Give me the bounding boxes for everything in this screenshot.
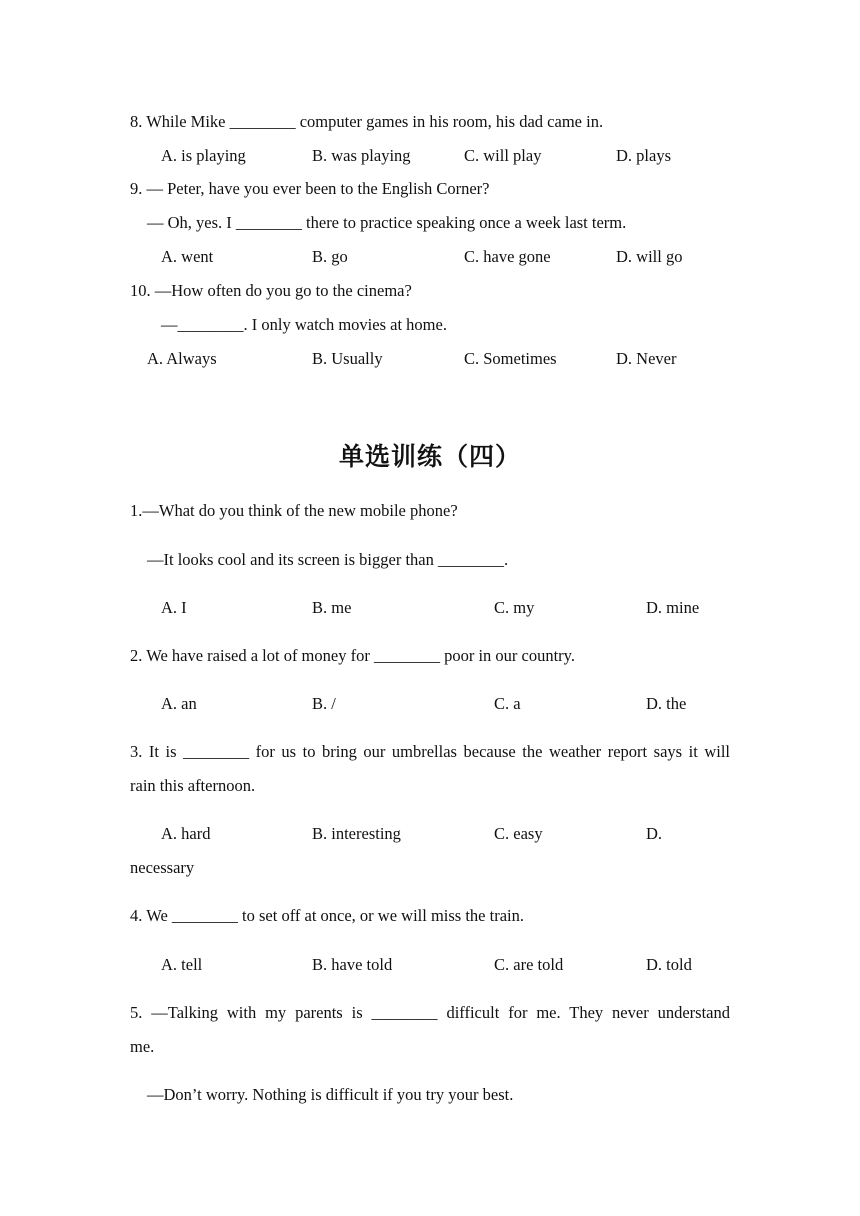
q9-option-d: D. will go	[616, 247, 683, 266]
q10-option-c: C. Sometimes	[464, 349, 557, 368]
p4-q1-option-b: B. me	[312, 598, 352, 617]
question-8-stem: 8. While Mike ________ computer games in his room, his dad came in.	[130, 112, 604, 131]
q9-option-a: A. went	[161, 247, 214, 266]
question-10-reply: —________. I only watch movies at home.	[161, 315, 447, 334]
p4-question-3-stem-line1: 3. It is ________ for us to bring our umbrellas because the weather report says it will	[130, 742, 730, 761]
p4-q1-option-d: D. mine	[646, 598, 700, 617]
q8-option-d: D. plays	[616, 146, 671, 165]
p4-q2-option-d: D. the	[646, 694, 687, 713]
p4-q4-option-a: A. tell	[161, 955, 203, 974]
question-9-stem: 9. — Peter, have you ever been to the English Corner?	[130, 179, 490, 198]
p4-q4-option-b: B. have told	[312, 955, 393, 974]
p4-q2-option-b: B. /	[312, 694, 336, 713]
p4-question-5-stem-line1: 5. —Talking with my parents is ________ difficult for me. They never understand	[130, 1003, 730, 1022]
p4-question-2-stem: 2. We have raised a lot of money for ________ poor in our country.	[130, 646, 575, 665]
p4-q3-option-b: B. interesting	[312, 824, 401, 843]
p4-question-5-reply: —Don’t worry. Nothing is difficult if you try your best.	[147, 1085, 514, 1104]
p4-q4-option-c: C. are told	[494, 955, 564, 974]
p4-q1-option-c: C. my	[494, 598, 535, 617]
question-9-reply: — Oh, yes. I ________ there to practice speaking once a week last term.	[147, 213, 627, 232]
p4-question-5-stem-line2: me.	[130, 1037, 155, 1056]
q8-option-c: C. will play	[464, 146, 542, 165]
question-10-stem: 10. —How often do you go to the cinema?	[130, 281, 412, 300]
q9-option-b: B. go	[312, 247, 348, 266]
q8-option-b: B. was playing	[312, 146, 411, 165]
q10-option-b: B. Usually	[312, 349, 383, 368]
p4-q3-option-c: C. easy	[494, 824, 543, 843]
p4-question-1-reply: —It looks cool and its screen is bigger than ________.	[147, 550, 509, 569]
q8-option-a: A. is playing	[161, 146, 246, 165]
p4-q2-option-a: A. an	[161, 694, 197, 713]
section-title: 单选训练（四）	[338, 442, 521, 471]
p4-q3-option-a: A. hard	[161, 824, 211, 843]
q9-option-c: C. have gone	[464, 247, 551, 266]
p4-question-4-stem: 4. We ________ to set off at once, or we will miss the train.	[130, 906, 524, 925]
q10-option-a: A. Always	[147, 349, 217, 368]
p4-q2-option-c: C. a	[494, 694, 521, 713]
p4-q3-option-d-wrap: necessary	[130, 858, 195, 877]
p4-question-3-stem-line2: rain this afternoon.	[130, 776, 256, 795]
p4-q4-option-d: D. told	[646, 955, 692, 974]
p4-question-1-stem: 1.—What do you think of the new mobile phone?	[130, 501, 458, 520]
q10-option-d: D. Never	[616, 349, 677, 368]
p4-q1-option-a: A. I	[161, 598, 187, 617]
p4-q3-option-d: D.	[646, 824, 663, 843]
